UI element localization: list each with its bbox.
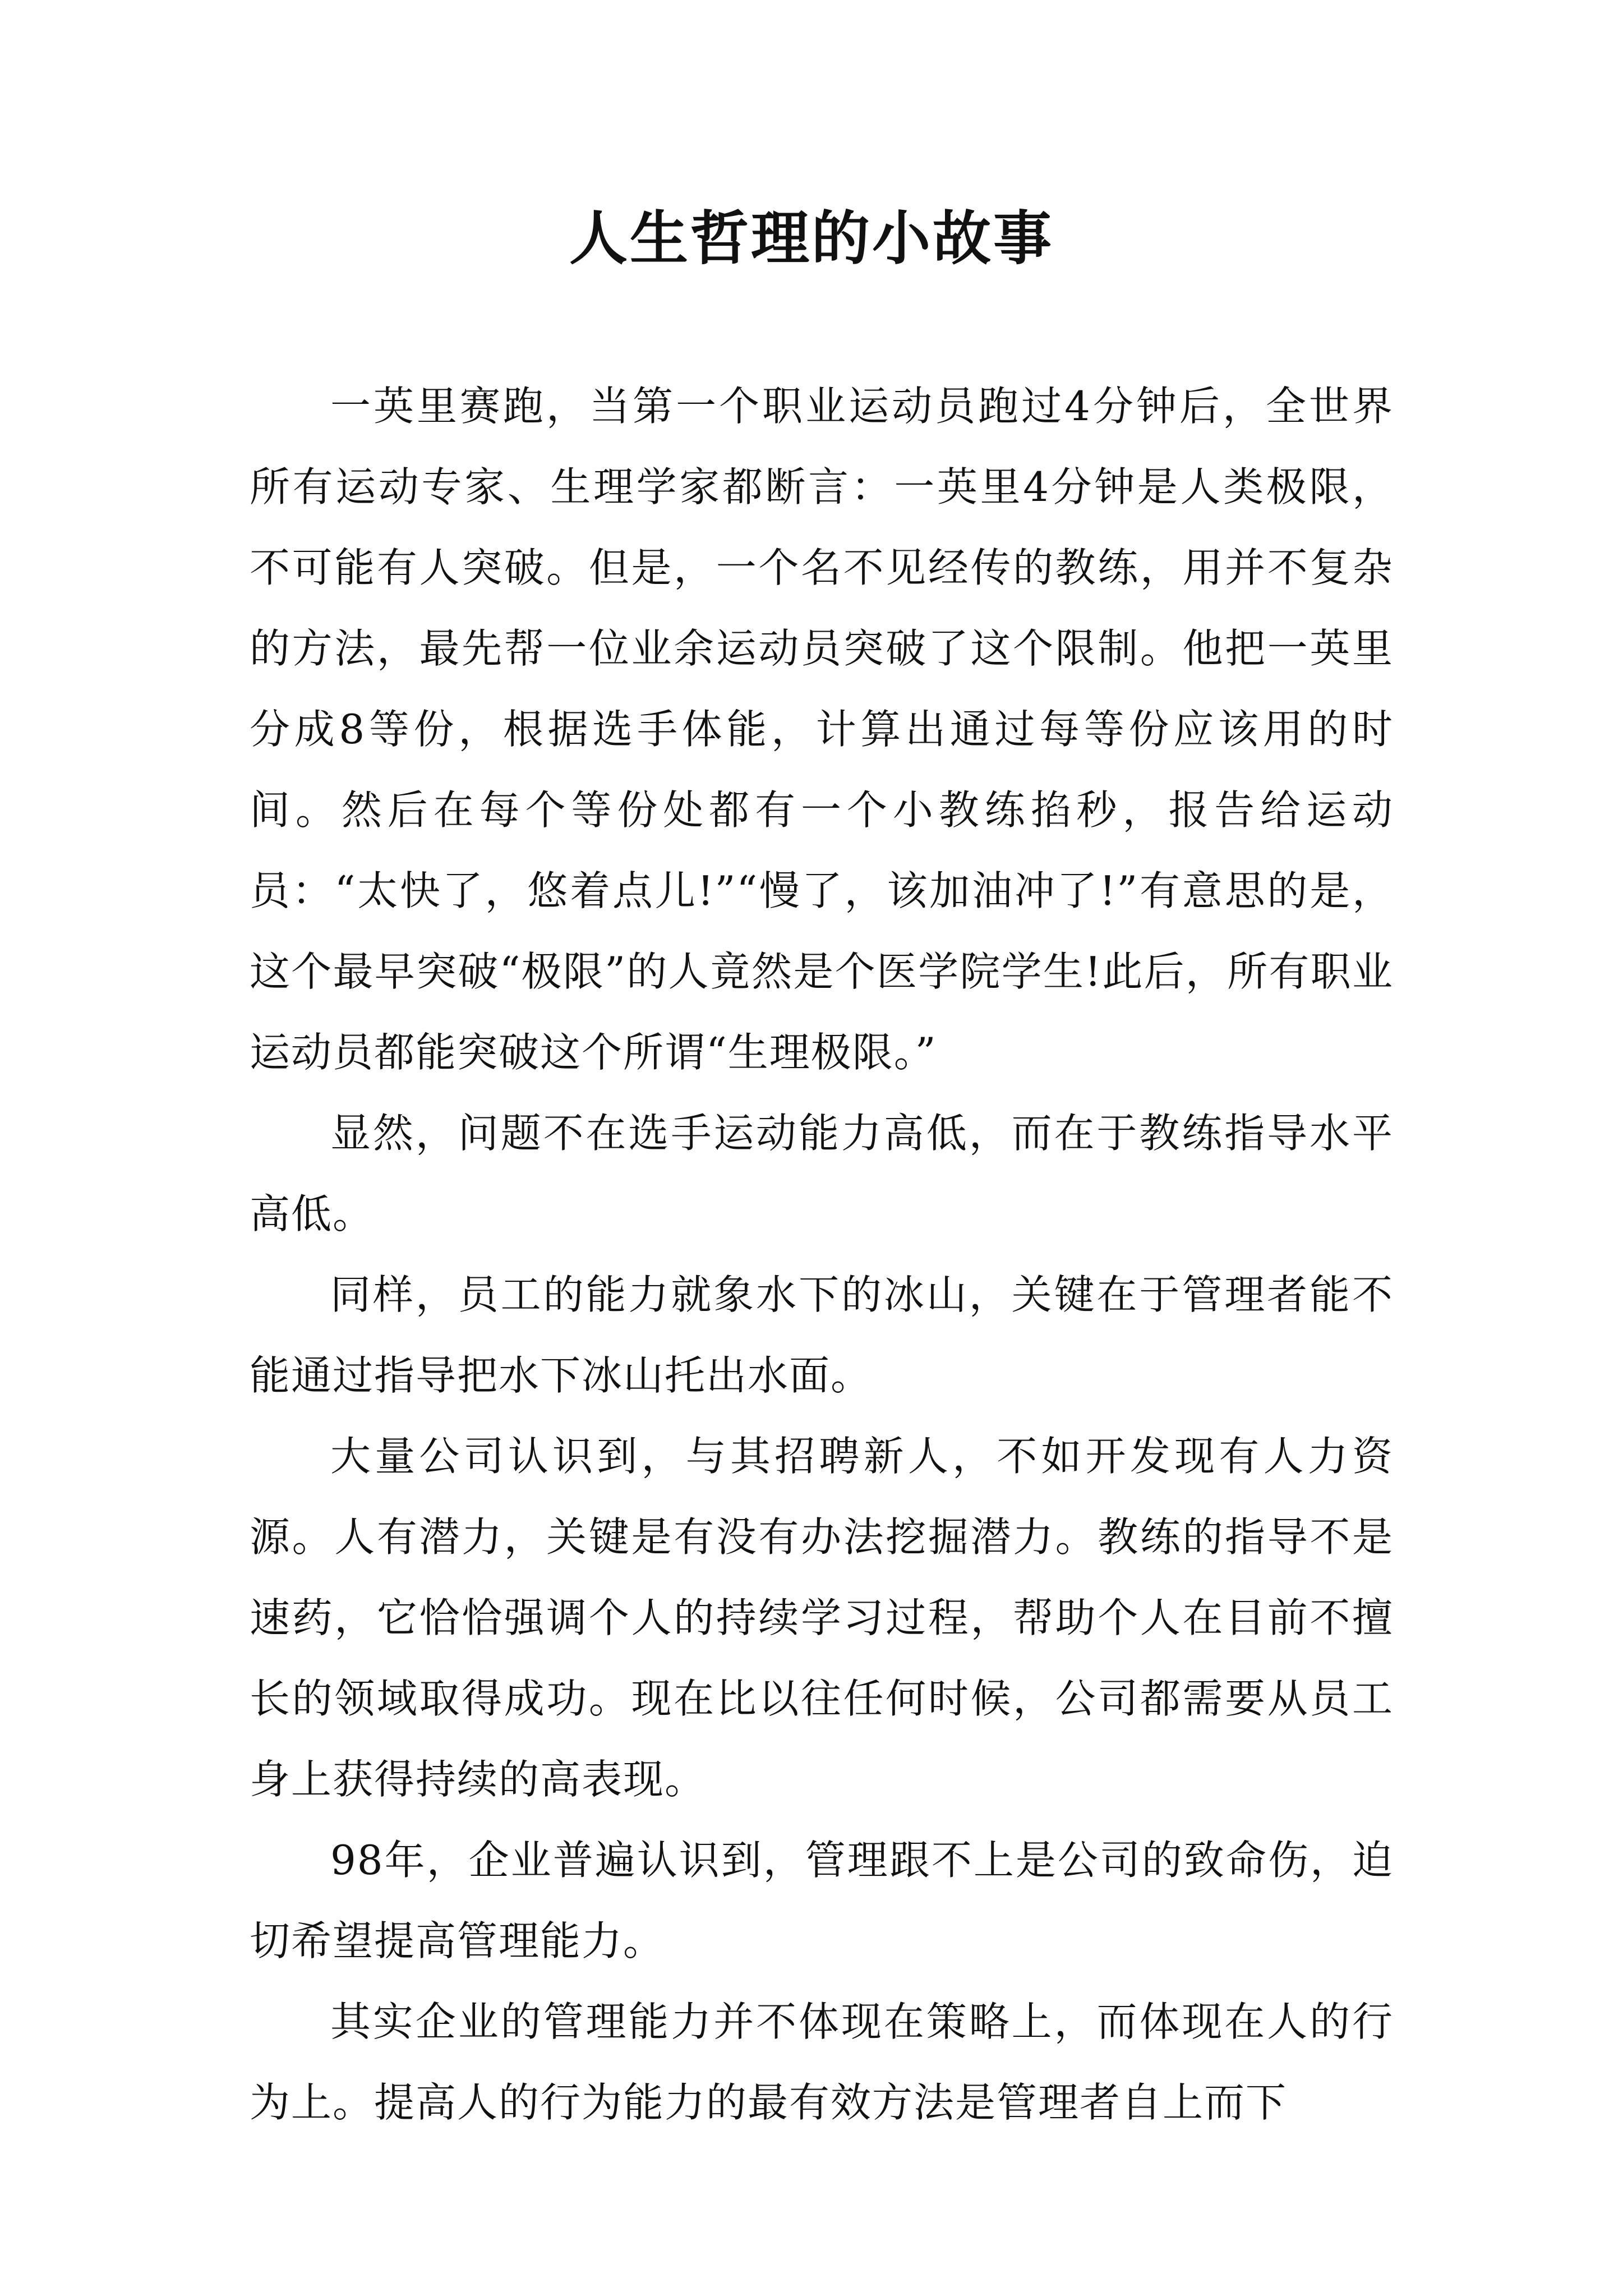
- paragraph-4: 大量公司认识到，与其招聘新人，不如开发现有人力资源。人有潜力，关键是有没有办法挖掘潜力。教练的指导不是速药，它恰恰强调个人的持续学习过程，帮助个人在目前不擅长的领域取得成功。现在比以往任何时候，公司都需要从员工身上获得持续的高表现。: [250, 1433, 1394, 1803]
- paragraph-6: 其实企业的管理能力并不体现在策略上，而体现在人的行为上。提高人的行为能力的最有效方法是管理者自上而下: [250, 1998, 1394, 2126]
- paragraph-3: 同样，员工的能力就象水下的冰山，关键在于管理者能不能通过指导把水下冰山托出水面。: [250, 1271, 1394, 1399]
- paragraph-1: 一英里赛跑，当第一个职业运动员跑过4分钟后，全世界所有运动专家、生理学家都断言：一英里4分钟是人类极限，不可能有人突破。但是，一个名不见经传的教练，用并不复杂的方法，最先帮一位业余运动员突破了这个限制。他把一英里分成8等份，根据选手体能，计算出通过每等份应该用的时间。然后在每个等份处都有一个小教练掐秒，报告给运动员：“太快了，悠着点儿!”“慢了，该加油冲了!”有意思的是，这个最早突破“极限”的人竟然是个医学院学生!此后，所有职业运动员都能突破这个所谓“生理极限。”: [250, 383, 1394, 1076]
- document-body: [250, 366, 1394, 2143]
- paragraph-5: 98年，企业普遍认识到，管理跟不上是公司的致命伤，迫切希望提高管理能力。: [250, 1837, 1394, 1964]
- document-title: 人生哲理的小故事: [569, 204, 1054, 273]
- paragraph-2: 显然，问题不在选手运动能力高低，而在于教练指导水平高低。: [250, 1110, 1394, 1237]
